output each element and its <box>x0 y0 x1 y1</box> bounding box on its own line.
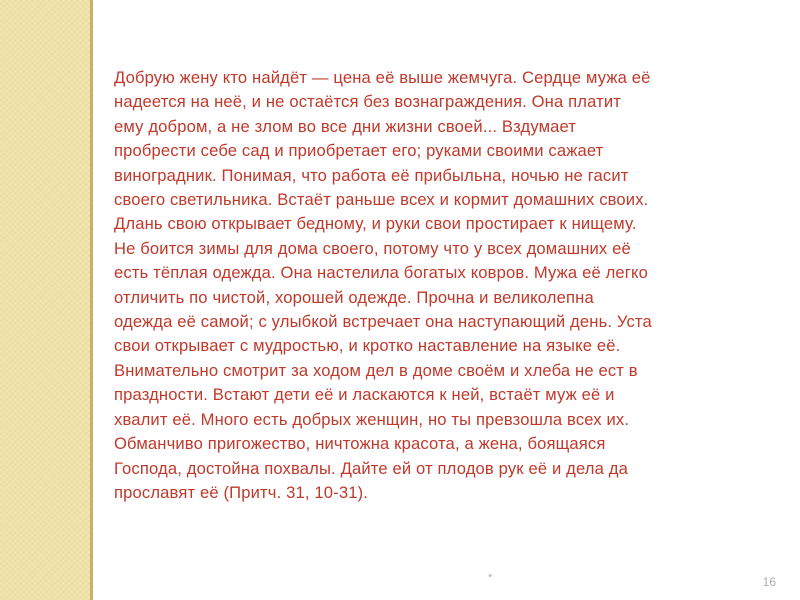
text-line: прославят её (Притч. 31, 10-31). <box>114 482 369 502</box>
text-line: ему добром, а не злом во все дни жизни своей... Вздумает <box>114 116 577 136</box>
text-line: Длань свою открывает бедному, и руки свои простирает к нищему. <box>114 214 637 234</box>
text-line: свои открывает с мудростью, и кротко наставление на языке её. <box>114 336 621 356</box>
text-line: хвалит её. Много есть добрых женщин, но ты превзошла всех их. <box>114 409 630 429</box>
text-line: надеется на неё, и не остаётся без вознаграждения. Она платит <box>114 92 622 112</box>
text-line: отличить по чистой, хорошей одежде. Прочна и великолепна <box>114 287 594 307</box>
footer-asterisk: * <box>488 572 493 584</box>
text-line: есть тёплая одежда. Она настелила богатых ковров. Мужа её легко <box>114 263 648 283</box>
text-line: Господа, достойна похвалы. Дайте ей от плодов рук её и дела да <box>114 458 628 478</box>
text-line: Добрую жену кто найдёт — цена её выше жемчуга. Сердце мужа её <box>114 68 651 87</box>
sidebar-border <box>90 0 93 600</box>
text-line: виноградник. Понимая, что работа её прибыльна, ночью не гасит <box>114 165 629 185</box>
slide-number: 16 <box>762 575 776 589</box>
scripture-text <box>114 66 764 505</box>
text-line: пробрести себе сад и приобретает его; руками своими сажает <box>114 141 604 161</box>
text-line: Внимательно смотрит за ходом дел в доме своём и хлеба не ест в <box>114 360 638 380</box>
text-line: своего светильника. Встаёт раньше всех и кормит домашних своих. <box>114 190 649 210</box>
text-line: одежда её самой; с улыбкой встречает она наступающий день. Уста <box>114 312 652 332</box>
text-line: Не боится зимы для дома своего, потому что у всех домашних её <box>114 238 631 258</box>
text-line: праздности. Встают дети её и ласкаются к ней, встаёт муж её и <box>114 385 615 405</box>
decorative-sidebar <box>0 0 90 600</box>
text-line: Обманчиво пригожество, ничтожна красота, а жена, боящаяся <box>114 434 606 454</box>
